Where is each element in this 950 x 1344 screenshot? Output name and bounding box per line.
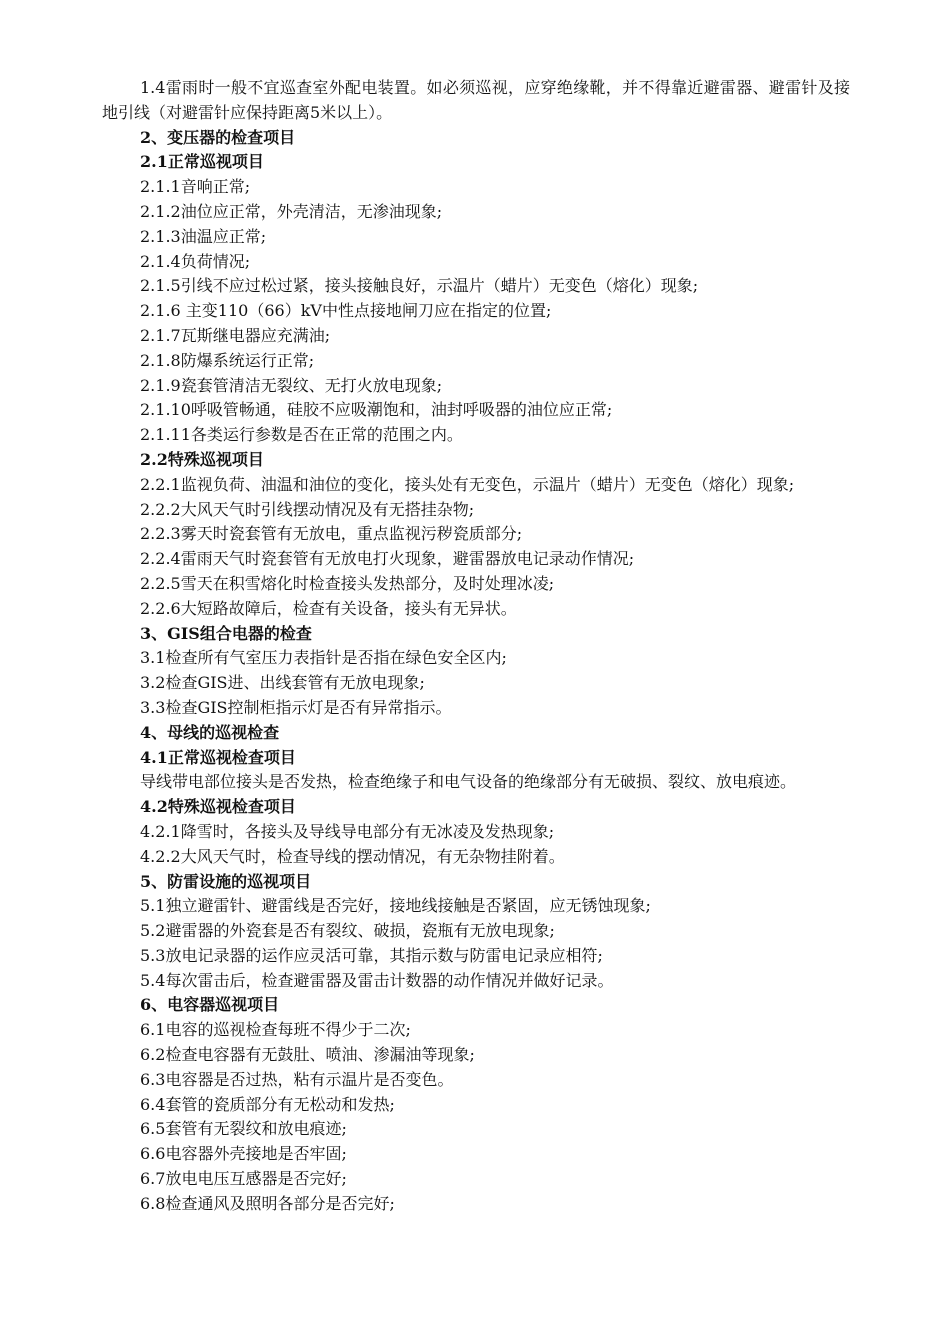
list-item: 2.1.11各类运行参数是否在正常的范围之内。 [140,425,463,445]
list-item: 5.2避雷器的外瓷套是否有裂纹、破损，瓷瓶有无放电现象; [140,921,555,941]
list-item: 6.4套管的瓷质部分有无松动和发热; [140,1094,395,1114]
list-item: 2.1.1音响正常; [140,177,251,197]
list-item: 2.1.9瓷套管清洁无裂纹、无打火放电现象; [140,375,443,395]
list-item: 4.2.2大风天气时，检查导线的摆动情况，有无杂物挂附着。 [140,846,565,866]
list-item: 5.3放电记录器的运作应灵活可靠，其指示数与防雷电记录应相符; [140,945,603,965]
list-item: 2.1.2油位应正常，外壳清洁，无渗油现象; [140,201,443,221]
list-item: 6.3电容器是否过热，粘有示温片是否变色。 [140,1069,454,1089]
list-item: 2.1.6 主变110（66）kV中性点接地闸刀应在指定的位置; [140,301,552,321]
list-item: 2.1.10呼吸管畅通，硅胶不应吸潮饱和，油封呼吸器的油位应正常; [140,400,613,420]
list-item: 4.2.1降雪时，各接头及导线导电部分有无冰凌及发热现象; [140,821,555,841]
list-item: 6.8检查通风及照明各部分是否完好; [140,1193,395,1213]
heading-gis-inspection: 3、GIS组合电器的检查 [140,623,312,643]
list-item: 2.1.8防爆系统运行正常; [140,350,315,370]
list-item: 2.1.3油温应正常; [140,226,267,246]
list-item: 5.1独立避雷针、避雷线是否完好，接地线接触是否紧固，应无锈蚀现象; [140,896,651,916]
list-item: 2.2.5雪天在积雪熔化时检查接头发热部分，及时处理冰凌; [140,573,555,593]
heading-4-1-normal-patrol: 4.1正常巡视检查项目 [140,747,296,767]
list-item: 5.4每次雷击后，检查避雷器及雷击计数器的动作情况并做好记录。 [140,970,614,990]
list-item: 3.2检查GIS进、出线套管有无放电现象; [140,673,425,693]
list-item: 6.7放电电压互感器是否完好; [140,1169,347,1189]
list-item: 2.1.7瓦斯继电器应充满油; [140,325,331,345]
document-page [102,76,850,1217]
heading-2-2-special-patrol: 2.2特殊巡视项目 [140,449,264,469]
list-item: 2.1.4负荷情况; [140,251,251,271]
list-item: 6.6电容器外壳接地是否牢固; [140,1144,347,1164]
list-item: 2.2.2大风天气时引线摆动情况及有无搭挂杂物; [140,499,475,519]
heading-lightning-protection: 5、防雷设施的巡视项目 [140,871,312,891]
list-item: 2.2.4雷雨天气时瓷套管有无放电打火现象，避雷器放电记录动作情况; [140,549,635,569]
list-item: 3.1检查所有气室压力表指针是否指在绿色安全区内; [140,648,507,668]
paragraph-2-2-1: 2.2.1监视负荷、油温和油位的变化，接头处有无变色，示温片（蜡片）无变色（熔化）现象; [140,474,795,494]
list-item: 2.1.5引线不应过松过紧，接头接触良好，示温片（蜡片）无变色（熔化）现象; [140,276,699,296]
list-item: 2.2.6大短路故障后，检查有关设备，接头有无异状。 [140,598,517,618]
heading-busbar-inspection: 4、母线的巡视检查 [140,722,280,742]
paragraph-4-1: 导线带电部位接头是否发热，检查绝缘子和电气设备的绝缘部分有无破损、裂纹、放电痕迹。 [140,772,797,792]
list-item: 2.2.3雾天时瓷套管有无放电，重点监视污秽瓷质部分; [140,524,523,544]
heading-4-2-special-patrol: 4.2特殊巡视检查项目 [140,797,296,817]
list-item: 3.3检查GIS控制柜指示灯是否有异常指示。 [140,697,452,717]
list-item: 6.2检查电容器有无鼓肚、喷油、渗漏油等现象; [140,1045,475,1065]
list-item: 6.1电容的巡视检查每班不得少于二次; [140,1020,411,1040]
heading-transformer-inspection: 2、变压器的检查项目 [140,127,296,147]
heading-capacitor-patrol: 6、电容器巡视项目 [140,995,280,1015]
paragraph-1-4: 1.4雷雨时一般不宜巡查室外配电装置。如必须巡视，应穿绝缘靴，并不得靠近避雷器、避雷针及接地引线（对避雷针应保持距离5米以上）。 [102,78,850,122]
list-item: 6.5套管有无裂纹和放电痕迹; [140,1119,347,1139]
heading-2-1-normal-patrol: 2.1正常巡视项目 [140,152,264,172]
